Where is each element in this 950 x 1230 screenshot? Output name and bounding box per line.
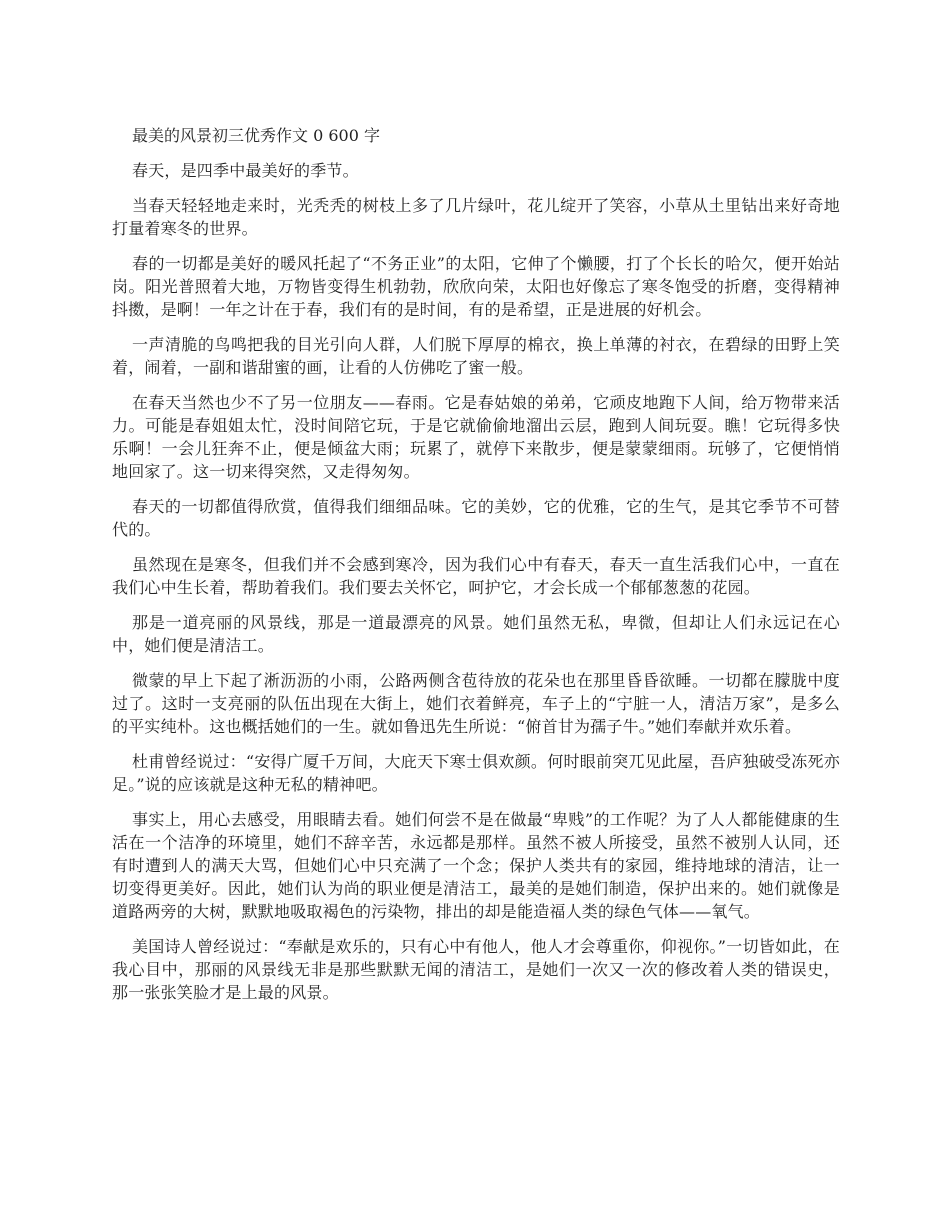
- paragraph-5: 在春天当然也少不了另一位朋友——春雨。它是春姑娘的弟弟，它顽皮地跑下人间，给万物带来活力。可能是春姐姐太忙，没时间陪它玩，于是它就偷偷地溜出云层，跑到人间玩耍。瞧！它玩得多快乐啊！一会儿狂奔不止，便是倾盆大雨；玩累了，就停下来散步，便是蒙蒙细雨。玩够了，它便悄悄地回家了。这一切来得突然，又走得匆匆。: [112, 393, 840, 481]
- paragraph-2: 当春天轻轻地走来时，光秃秃的树枝上多了几片绿叶，花儿绽开了笑容，小草从土里钻出来好奇地打量着寒冬的世界。: [112, 196, 840, 238]
- paragraph-6: 春天的一切都值得欣赏，值得我们细细品味。它的美妙，它的优雅，它的生气，是其它季节不可替代的。: [112, 497, 840, 539]
- paragraph-4: 一声清脆的鸟鸣把我的目光引向人群，人们脱下厚厚的棉衣，换上单薄的衬衣，在碧绿的田野上笑着，闹着，一副和谐甜蜜的画，让看的人仿佛吃了蜜一般。: [112, 335, 840, 377]
- document-body: [112, 124, 840, 1016]
- paragraph-3: 春的一切都是美好的暖风托起了“不务正业”的太阳，它伸了个懒腰，打了个长长的哈欠，便开始站岗。阳光普照着大地，万物皆变得生机勃勃，欣欣向荣，太阳也好像忘了寒冬饱受的折磨，变得精神抖擞，是啊！一年之计在于春，我们有的是时间，有的是希望，正是进展的好机会。: [112, 254, 840, 319]
- paragraph-9: 微蒙的早上下起了淅沥沥的小雨，公路两侧含苞待放的花朵也在那里昏昏欲睡。一切都在朦胧中度过了。这时一支亮丽的队伍出现在大街上，她们衣着鲜亮，车子上的“宁脏一人，清洁万家”，是多么的平实纯朴。这也概括她们的一生。就如鲁迅先生所说：“俯首甘为孺子牛。”她们奉献并欢乐着。: [112, 671, 840, 736]
- paragraph-10: 杜甫曾经说过：“安得广厦千万间，大庇天下寒士俱欢颜。何时眼前突兀见此屋，吾庐独破受冻死亦足。”说的应该就是这种无私的精神吧。: [112, 752, 840, 794]
- paragraph-8: 那是一道亮丽的风景线，那是一道最漂亮的风景。她们虽然无私，卑微，但却让人们永远记在心中，她们便是清洁工。: [112, 613, 840, 655]
- paragraph-12: 美国诗人曾经说过：“奉献是欢乐的，只有心中有他人，他人才会尊重你，仰视你。”一切皆如此，在我心目中，那丽的风景线无非是那些默默无闻的清洁工，是她们一次又一次的修改着人类的错误史，那一张张笑脸才是上最的风景。: [112, 937, 840, 1002]
- paragraph-1: 春天，是四季中最美好的季节。: [132, 161, 359, 180]
- document-title: 最美的风景初三优秀作文 0 600 字: [132, 126, 380, 145]
- paragraph-7: 虽然现在是寒冬，但我们并不会感到寒冷，因为我们心中有春天，春天一直生活我们心中，一直在我们心中生长着，帮助着我们。我们要去关怀它，呵护它，才会长成一个郁郁葱葱的花园。: [112, 555, 840, 597]
- paragraph-11: 事实上，用心去感受，用眼睛去看。她们何尝不是在做最“卑贱”的工作呢？为了人人都能健康的生活在一个洁净的环境里，她们不辞辛苦，永远都是那样。虽然不被人所接受，虽然不被别人认同，还有时遭到人的满天大骂，但她们心中只充满了一个念；保护人类共有的家园，维持地球的清洁，让一切变得更美好。因此，她们认为尚的职业便是清洁工，最美的是她们制造，保护出来的。她们就像是道路两旁的大树，默默地吸取褐色的污染物，排出的却是能造福人类的绿色气体——氧气。: [112, 810, 840, 921]
